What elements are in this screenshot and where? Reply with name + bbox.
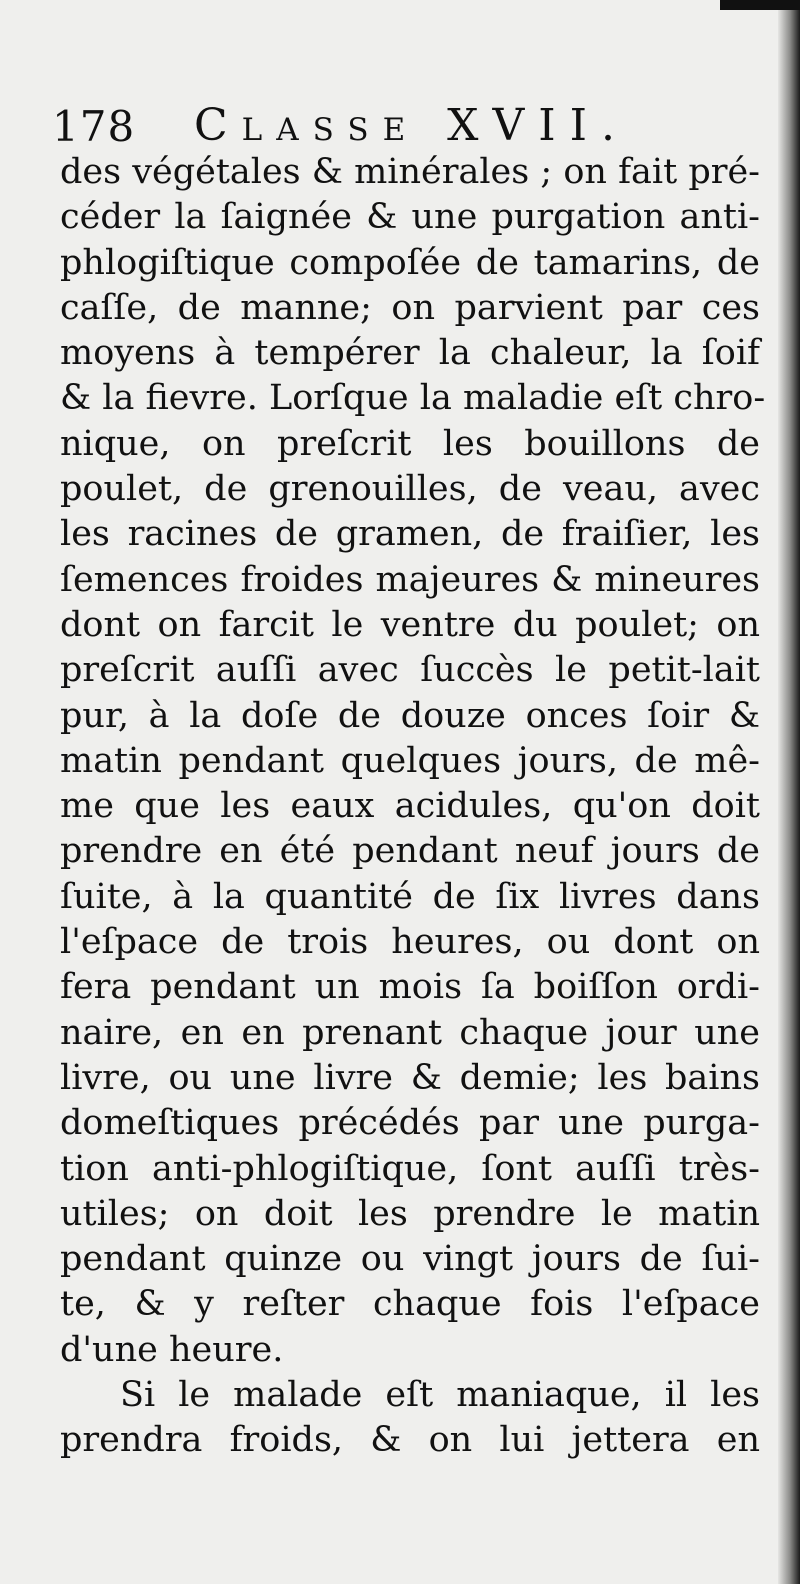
- text-line: fera pendant un mois ſa boiſſon ordi-: [60, 967, 760, 1008]
- text-line: dont on farcit le ventre du poulet; on: [60, 604, 760, 645]
- paragraph-start-line: Si le malade eſt maniaque, il les: [120, 1375, 760, 1416]
- text-line: matin pendant quelques jours, de mê-: [60, 740, 760, 781]
- text-line: ſuite, à la quantité de ſix livres dans: [60, 876, 760, 917]
- text-line: des végétales & minérales ; on fait pré-: [60, 152, 760, 192]
- text-line: pendant quinze ou vingt jours de ſui-: [60, 1239, 760, 1280]
- text-line: phlogiſtique compoſée de tamarins, de: [60, 242, 760, 283]
- text-line: & la fievre. Lorſque la maladie eſt chro-: [60, 378, 766, 419]
- text-line: poulet, de grenouilles, de veau, avec: [60, 469, 760, 510]
- text-line: domeſtiques précédés par une purga-: [60, 1103, 760, 1144]
- page-number: 178: [52, 102, 136, 151]
- text-line: caſſe, de manne; on parvient par ces: [60, 287, 760, 328]
- page-gutter-shadow: [778, 0, 800, 1584]
- text-line: naire, en en prenant chaque jour une: [60, 1012, 760, 1053]
- running-head: Classe XVII.: [194, 100, 630, 151]
- text-line: les racines de gramen, de fraiſier, les: [60, 514, 760, 555]
- text-line: tion anti-phlogiſtique, ſont auſſi très-: [60, 1148, 760, 1189]
- text-line: te, & y reſter chaque fois l'eſpace: [60, 1284, 760, 1325]
- text-line: moyens à tempérer la chaleur, la ſoif: [60, 333, 760, 374]
- text-line: livre, ou une livre & demie; les bains: [60, 1057, 760, 1098]
- page-edge-mark: [720, 0, 800, 10]
- paragraph-end-line: d'une heure.: [60, 1329, 284, 1370]
- text-line: prendre en été pendant neuf jours de: [60, 831, 760, 872]
- text-line: preſcrit auſſi avec ſuccès le petit-lait: [60, 650, 760, 691]
- text-line: l'eſpace de trois heures, ou dont on: [60, 922, 760, 963]
- text-line: prendra froids, & on lui jettera en: [60, 1420, 760, 1461]
- text-line: utiles; on doit les prendre le matin: [60, 1193, 760, 1234]
- text-line: nique, on preſcrit les bouillons de: [60, 423, 760, 464]
- body-text: [60, 150, 766, 1464]
- text-line: ſemences froides majeures & mineures: [60, 559, 760, 600]
- text-line: pur, à la doſe de douze onces ſoir &: [60, 695, 760, 736]
- text-line: céder la ſaignée & une purgation anti-: [60, 197, 760, 238]
- text-line: me que les eaux acidules, qu'on doit: [60, 786, 760, 827]
